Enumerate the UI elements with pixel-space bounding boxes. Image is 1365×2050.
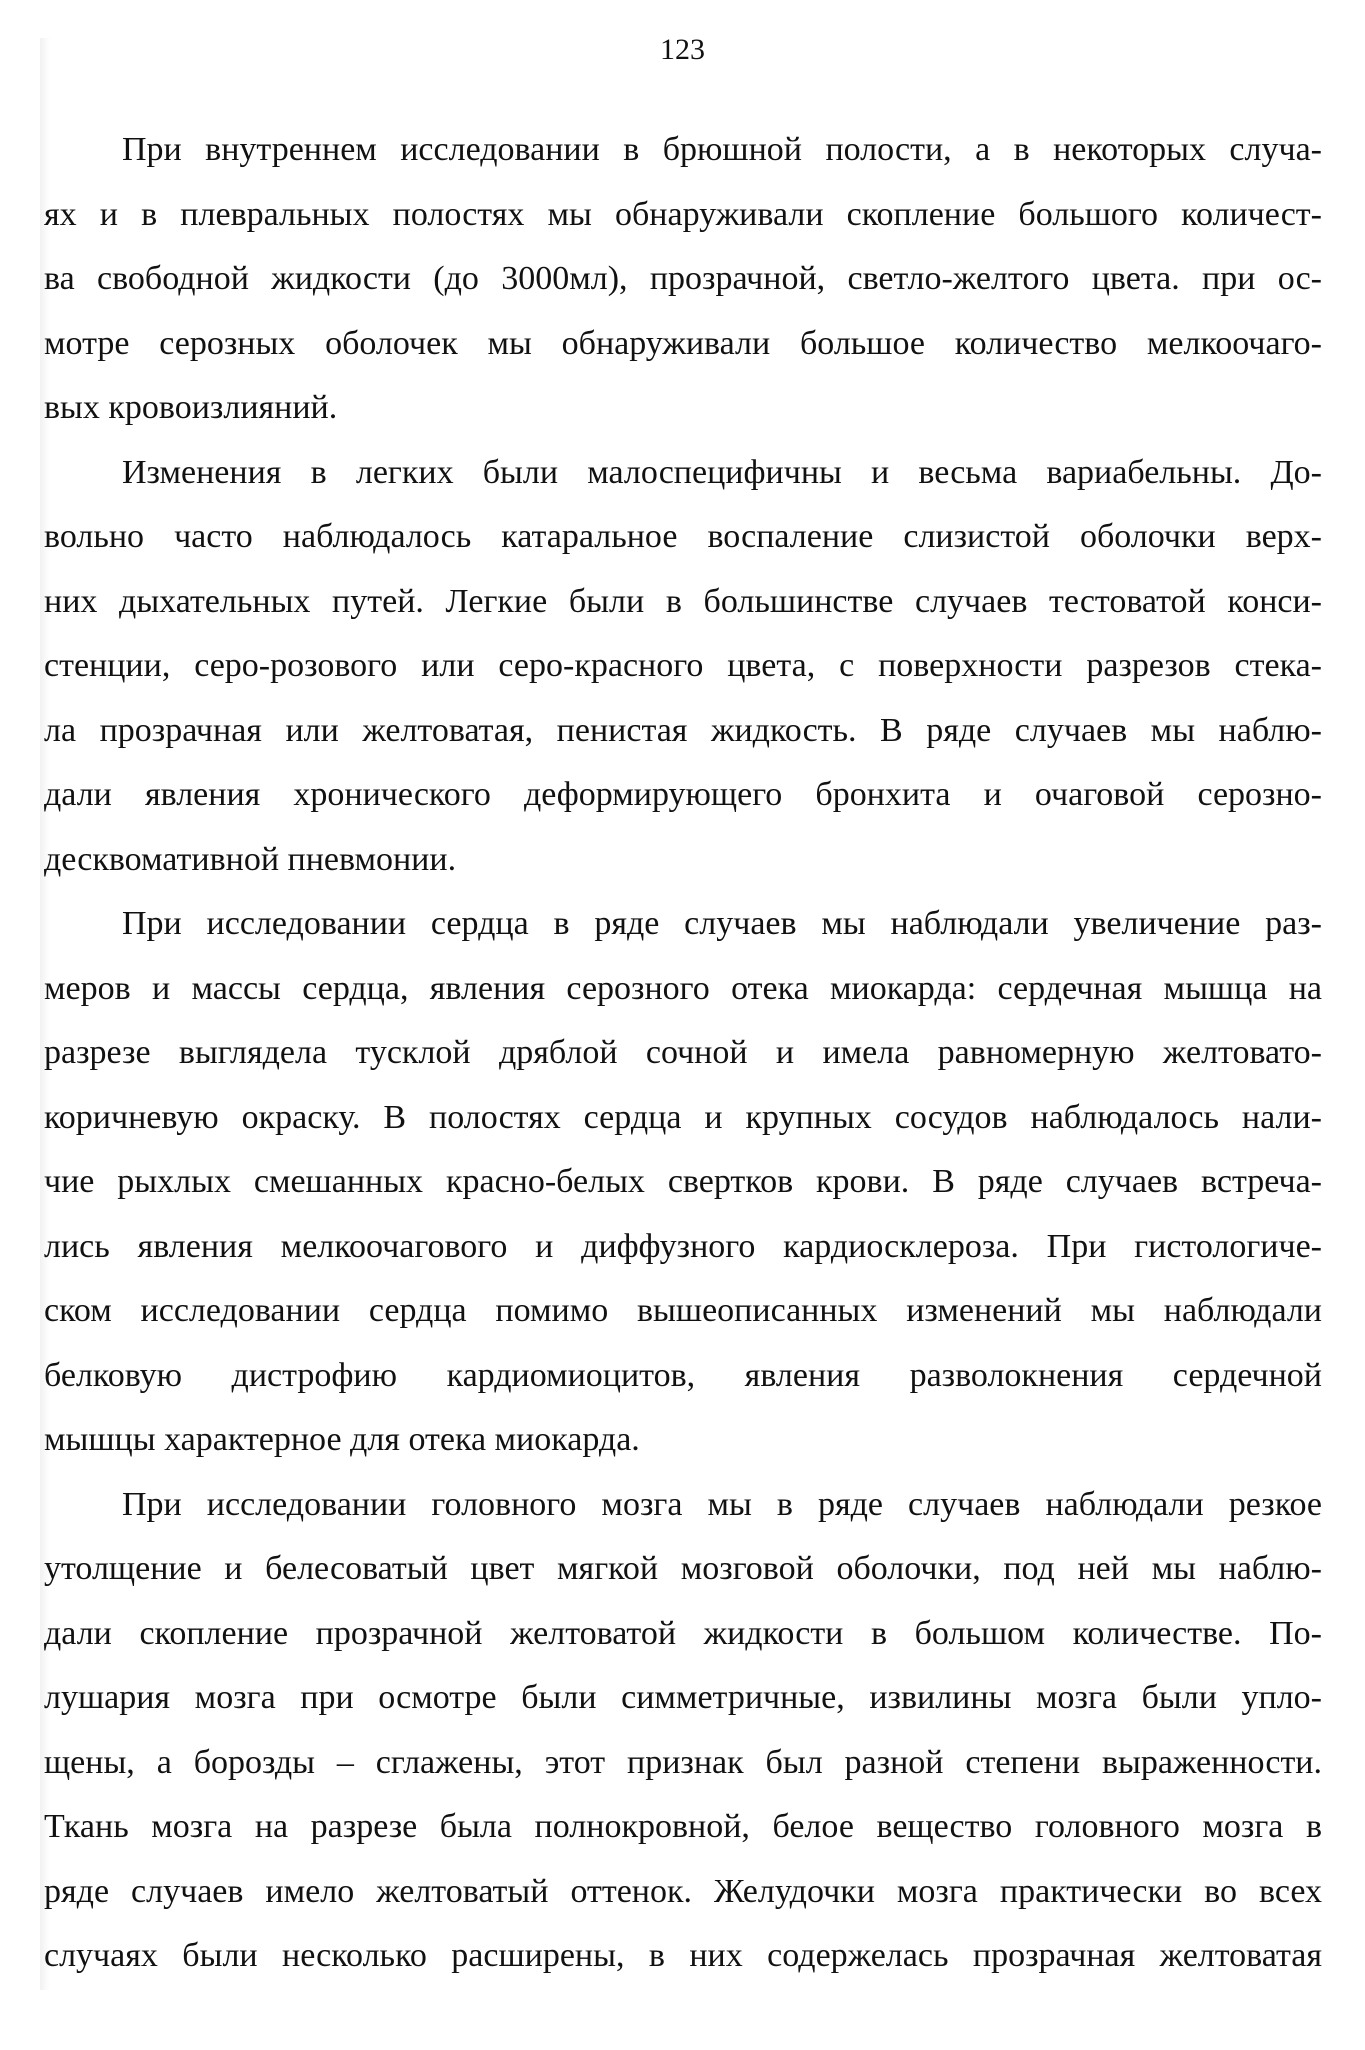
text-line: ва свободной жидкости (до 3000мл), прозрачной, светло-желтого цвета. при ос- xyxy=(44,260,1322,297)
text-line: стенции, серо-розового или серо-красного цвета, с поверхности разрезов стека- xyxy=(44,647,1322,684)
text-line: лушария мозга при осмотре были симметричные, извилины мозга были упло- xyxy=(44,1679,1322,1716)
text-line: коричневую окраску. В полостях сердца и крупных сосудов наблюдалось нали- xyxy=(44,1098,1322,1136)
text-line: них дыхательных путей. Легкие были в большинстве случаев тестоватой конси- xyxy=(44,582,1322,620)
page-number: 123 xyxy=(660,33,705,66)
text-line: мышцы характерное для отека миокарда. xyxy=(44,1421,640,1458)
text-line: При внутреннем исследовании в брюшной полости, а в некоторых случа- xyxy=(122,131,1322,168)
text-line: ряде случаев имело желтоватый оттенок. Желудочки мозга практически во всех xyxy=(44,1872,1322,1910)
text-line: утолщение и белесоватый цвет мягкой мозговой оболочки, под ней мы наблю- xyxy=(44,1550,1322,1587)
text-line: случаях были несколько расширены, в них содержелась прозрачная желтоватая xyxy=(44,1937,1322,1974)
text-line: ла прозрачная или желтоватая, пенистая жидкость. В ряде случаев мы наблю- xyxy=(44,711,1322,749)
text-line: вольно часто наблюдалось катаральное воспаление слизистой оболочки верх- xyxy=(44,518,1322,555)
text-line: При исследовании сердца в ряде случаев мы наблюдали увеличение раз- xyxy=(122,905,1322,942)
text-line: щены, а борозды – сглажены, этот признак был разной степени выраженности. xyxy=(44,1743,1322,1781)
text-line: дали скопление прозрачной желтоватой жидкости в большом количестве. По- xyxy=(44,1614,1322,1652)
text-line: чие рыхлых смешанных красно-белых свертков крови. В ряде случаев встреча- xyxy=(44,1163,1322,1200)
text-line: мотре серозных оболочек мы обнаруживали большое количество мелкоочаго- xyxy=(44,324,1322,362)
text-line: дали явления хронического деформирующего бронхита и очаговой серозно- xyxy=(44,776,1322,813)
text-line: вых кровоизлияний. xyxy=(44,389,338,426)
paragraph-heart xyxy=(44,892,1322,1473)
text-line: лись явления мелкоочагового и диффузного кардиосклероза. При гистологиче- xyxy=(44,1227,1322,1265)
paragraph-abdominal-cavity xyxy=(44,118,1322,441)
text-line: При исследовании головного мозга мы в ряде случаев наблюдали резкое xyxy=(122,1485,1322,1523)
text-line: ском исследовании сердца помимо вышеописанных изменений мы наблюдали xyxy=(44,1292,1322,1329)
text-line: десквомативной пневмонии. xyxy=(44,840,457,878)
text-line: Ткань мозга на разрезе была полнокровной, белое вещество головного мозга в xyxy=(44,1808,1322,1845)
text-line: белковую дистрофию кардиомиоцитов, явления разволокнения сердечной xyxy=(44,1356,1322,1394)
text-line: меров и массы сердца, явления серозного отека миокарда: сердечная мышца на xyxy=(44,969,1322,1007)
text-line: Изменения в легких были малоспецифичны и весьма вариабельны. До- xyxy=(122,453,1322,491)
paragraph-brain xyxy=(44,1473,1322,1989)
text-line: ях и в плевральных полостях мы обнаруживали скопление большого количест- xyxy=(44,195,1322,233)
text-line: разрезе выглядела тусклой дряблой сочной и имела равномерную желтовато- xyxy=(44,1034,1322,1071)
paragraph-lungs xyxy=(44,441,1322,893)
body-text xyxy=(44,118,1322,1989)
